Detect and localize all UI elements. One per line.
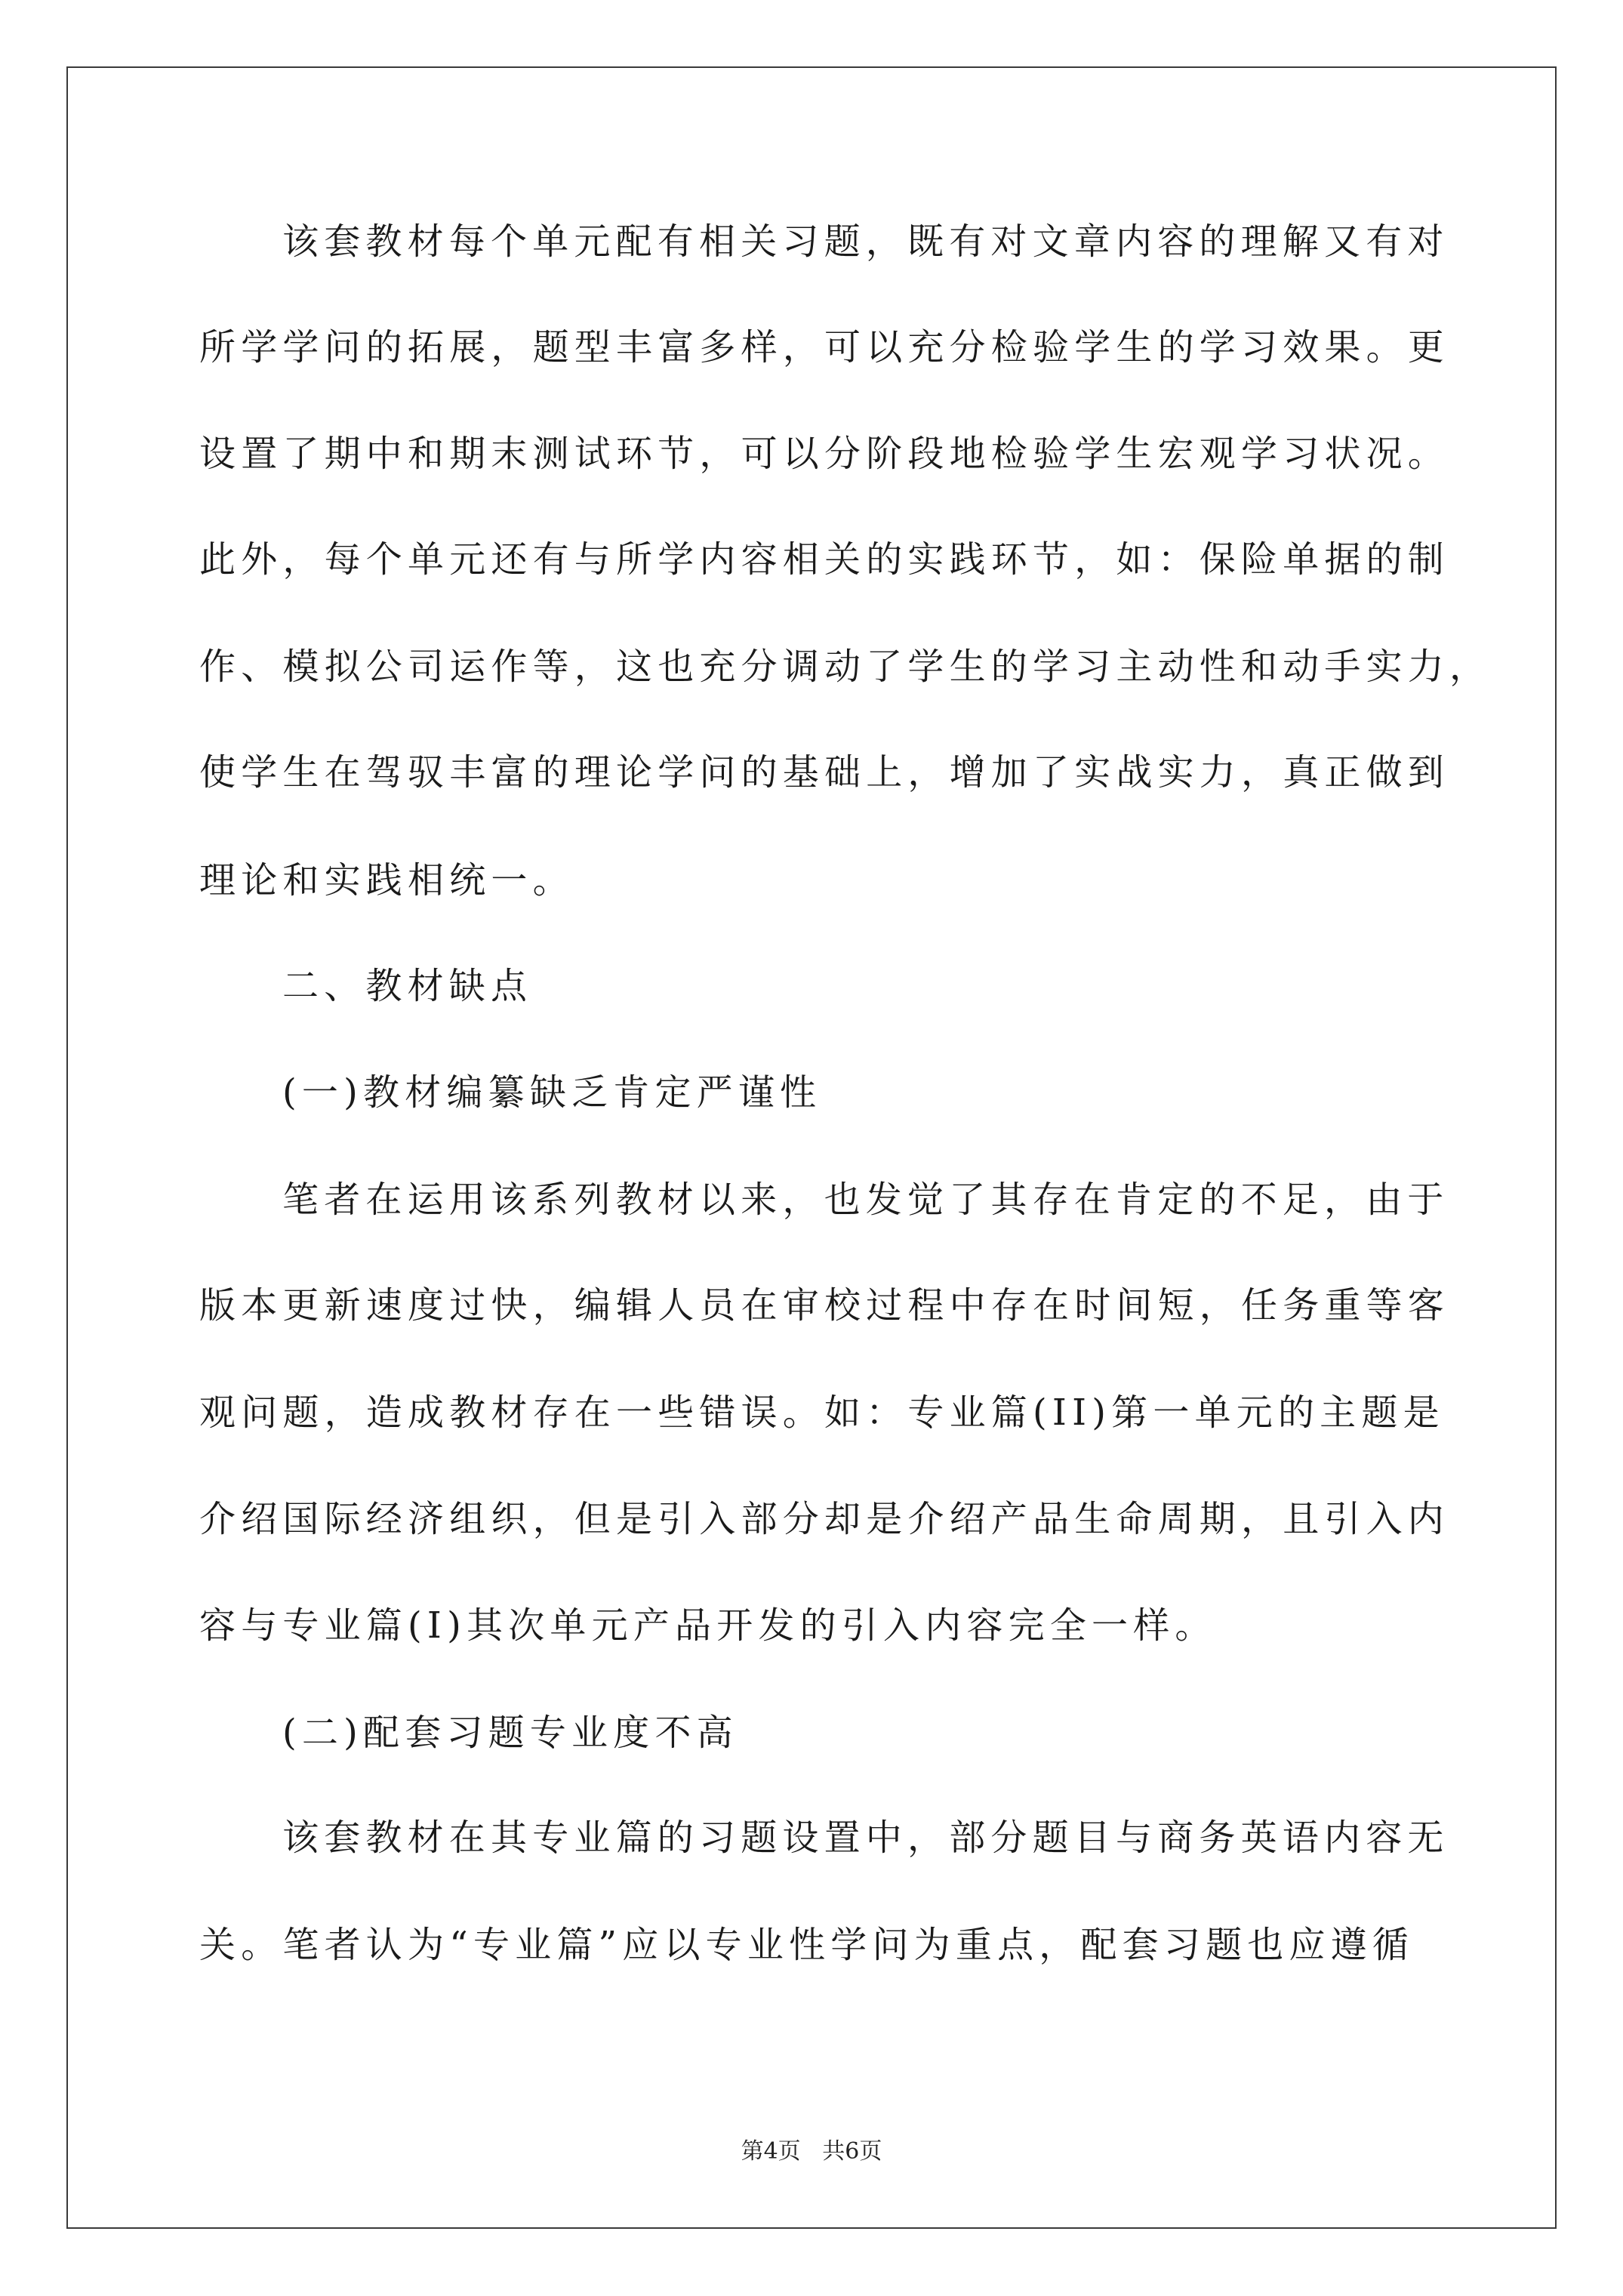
text-line: 此外，每个单元还有与所学内容相关的实践环节，如：保险单据的制: [199, 538, 1450, 581]
text-line: 关。笔者认为“专业篇”应以专业性学问为重点，配套习题也应遵循: [199, 1924, 1415, 1966]
text-line: 该套教材在其专业篇的习题设置中，部分题目与商务英语内容无: [282, 1817, 1449, 1859]
text-line: 笔者在运用该系列教材以来，也发觉了其存在肯定的不足，由于: [282, 1179, 1449, 1221]
text-line: 观问题，造成教材存在一些错误。如：专业篇(II)第一单元的主题是: [199, 1391, 1445, 1434]
text-line: 使学生在驾驭丰富的理论学问的基础上，增加了实战实力，真正做到: [199, 751, 1450, 794]
section-heading: 二、教材缺点: [282, 965, 533, 1007]
text-line: 容与专业篇(I)其次单元产品开发的引入内容完全一样。: [199, 1604, 1217, 1647]
text-line: 理论和实践相统一。: [199, 859, 574, 901]
page-border: [66, 66, 1557, 2229]
subsection-heading: (一)教材编纂缺乏肯定严谨性: [282, 1071, 822, 1114]
text-line: 介绍国际经济组织，但是引入部分却是介绍产品生命周期，且引入内: [199, 1498, 1450, 1540]
text-line: 作、模拟公司运作等，这也充分调动了学生的学习主动性和动手实力，: [199, 646, 1492, 688]
text-line: 版本更新速度过快，编辑人员在审校过程中存在时间短，任务重等客: [199, 1284, 1450, 1327]
text-line: 设置了期中和期末测试环节，可以分阶段地检验学生宏观学习状况。: [199, 433, 1450, 475]
text-line: 该套教材每个单元配有相关习题，既有对文章内容的理解又有对: [282, 220, 1449, 263]
subsection-heading: (二)配套习题专业度不高: [282, 1712, 738, 1754]
text-line: 所学学问的拓展，题型丰富多样，可以充分检验学生的学习效果。更: [199, 326, 1450, 368]
page-number: 第4页 共6页: [741, 2138, 882, 2165]
